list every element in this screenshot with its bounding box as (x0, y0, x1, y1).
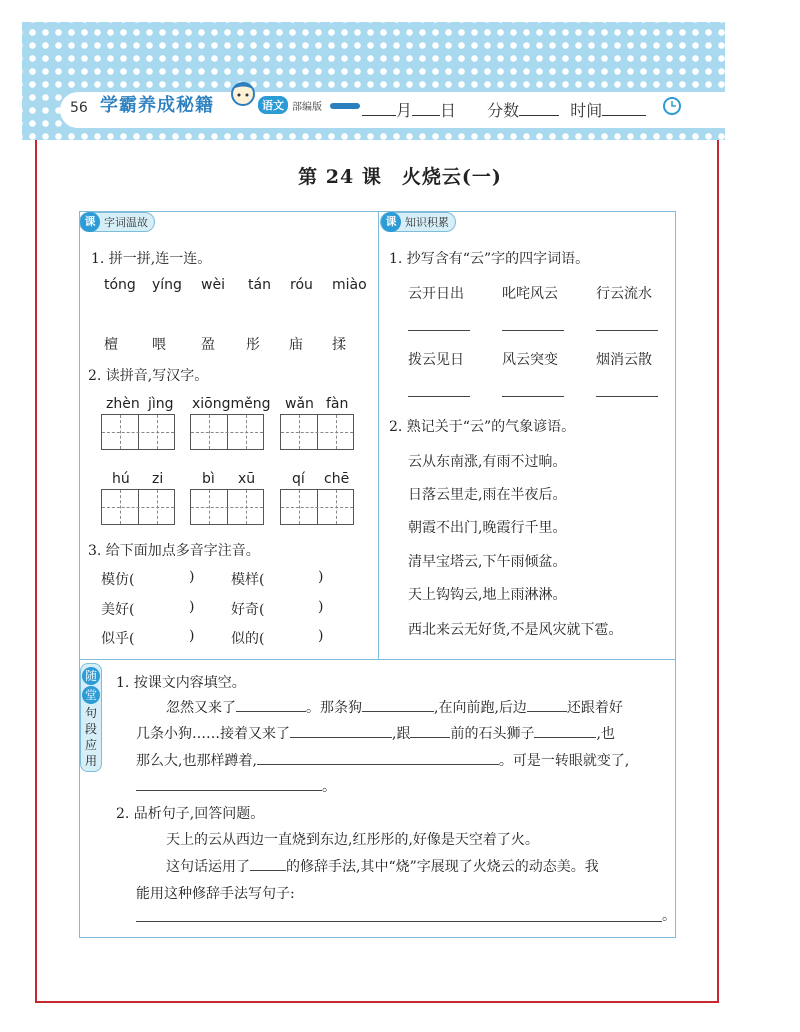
tag-char: 句 (84, 706, 97, 720)
text-segment: 。 (322, 779, 336, 795)
pinyin-label: bì (202, 471, 215, 487)
polyphone-item: 似乎( (101, 631, 135, 647)
writing-grid[interactable] (280, 414, 354, 450)
close-paren: ) (318, 628, 324, 644)
proverb: 清早宝塔云,下午雨倾盆。 (408, 554, 567, 570)
score-blank[interactable] (519, 101, 559, 116)
fill-line-3 (136, 750, 629, 770)
close-paren: ) (318, 569, 324, 585)
proverb: 日落云里走,雨在半夜后。 (408, 487, 567, 503)
pencil-icon (330, 103, 360, 109)
pinyin-item: róu (290, 277, 313, 293)
left-q2-title: 2. 读拼音,写汉字。 (88, 368, 209, 384)
idiom: 叱咤风云 (502, 286, 558, 302)
polyphone-item: 好奇( (231, 602, 265, 618)
writing-grid[interactable] (101, 489, 175, 525)
section-tag-extra (380, 212, 456, 248)
sentence-answer-line[interactable] (136, 921, 662, 922)
fill-blank[interactable] (362, 698, 434, 712)
char-item: 喂 (152, 337, 166, 353)
page-number: 56 (70, 100, 88, 116)
tag-char: 段 (84, 722, 97, 736)
tag-highlight: 课外 (381, 212, 401, 232)
q2-line-2: 能用这种修辞手法写句子: (136, 886, 295, 902)
proverb: 朝霞不出门,晚霞行千里。 (408, 520, 567, 536)
tag-rest: 知识积累 (405, 216, 449, 229)
polyphone-item: 美好( (101, 602, 135, 618)
answer-line[interactable] (408, 396, 470, 397)
period-mark: 。 (662, 908, 676, 924)
pinyin-label: zhèn (106, 396, 140, 412)
fill-blank[interactable] (236, 698, 306, 712)
tag-highlight: 课内 (80, 212, 100, 232)
char-item: 彤 (246, 337, 260, 353)
pinyin-label: qí (292, 471, 305, 487)
answer-line[interactable] (596, 330, 658, 331)
month-blank[interactable] (362, 101, 396, 116)
fill-blank[interactable] (250, 857, 286, 871)
text-segment: 还跟着好 (566, 700, 623, 716)
proverb: 天上钩钩云,地上雨淋淋。 (408, 587, 567, 603)
pinyin-item: miào (332, 277, 367, 293)
section-tag-in-class (79, 212, 155, 248)
text-segment: ,也 (596, 726, 615, 742)
text-segment: 几条小狗……接着又来了 (136, 726, 290, 742)
text-segment: ,在向前跑,后边 (434, 700, 527, 716)
char-item: 盈 (201, 337, 215, 353)
pinyin-item: yíng (152, 277, 182, 293)
mascot-icon (228, 80, 258, 112)
pinyin-label: hú (112, 471, 130, 487)
writing-grid[interactable] (280, 489, 354, 525)
pinyin-label: fàn (326, 396, 349, 412)
text-segment: 的修辞手法,其中“烧”字展现了火烧云的动态美。我 (286, 859, 599, 875)
close-paren: ) (318, 599, 324, 615)
q2-line-1 (166, 856, 599, 876)
fill-blank[interactable] (527, 698, 567, 712)
section-tag-application (80, 663, 102, 772)
polyphone-item: 似的( (231, 631, 265, 647)
time-blank[interactable] (602, 101, 646, 116)
right-q1-title: 1. 抄写含有“云”字的四字词语。 (389, 251, 590, 267)
left-q3-title: 3. 给下面加点多音字注音。 (88, 543, 260, 559)
text-segment: ,跟 (392, 726, 411, 742)
proverb: 云从东南涨,有雨不过晌。 (408, 454, 567, 470)
pinyin-label: jìng (148, 396, 174, 412)
fill-blank[interactable] (290, 724, 392, 738)
fill-blank[interactable] (136, 777, 322, 791)
writing-grid[interactable] (190, 489, 264, 525)
day-label: 日 (440, 101, 457, 120)
tag-char: 堂 (82, 686, 100, 704)
tag-char: 随 (82, 667, 100, 685)
bottom-q1-title: 1. 按课文内容填空。 (116, 675, 246, 691)
polyphone-item: 模样( (231, 572, 265, 588)
fill-line-1 (166, 697, 623, 717)
writing-grid[interactable] (101, 414, 175, 450)
date-score-row (362, 98, 646, 121)
pinyin-label: xū (238, 471, 256, 487)
answer-line[interactable] (502, 330, 564, 331)
polyphone-item: 模仿( (101, 572, 135, 588)
pinyin-item: tán (248, 277, 271, 293)
subject-badge: 语文 (258, 96, 288, 114)
writing-grid[interactable] (190, 414, 264, 450)
text-segment: 忽然又来了 (166, 700, 236, 716)
fill-blank[interactable] (534, 724, 596, 738)
text-segment: 。可是一转眼就变了, (498, 753, 630, 769)
tag-char: 应 (84, 738, 97, 752)
day-blank[interactable] (412, 101, 440, 116)
proverb: 西北来云无好货,不是风灾就下雹。 (408, 622, 623, 638)
answer-line[interactable] (408, 330, 470, 331)
text-segment: 。那条狗 (306, 700, 362, 716)
answer-line[interactable] (596, 396, 658, 397)
fill-blank[interactable] (410, 724, 450, 738)
idiom: 风云突变 (502, 352, 558, 368)
fill-line-4 (136, 776, 336, 796)
char-item: 庙 (289, 337, 303, 353)
right-q2-title: 2. 熟记关于“云”的气象谚语。 (389, 419, 576, 435)
pinyin-label: zi (152, 471, 164, 487)
idiom: 烟消云散 (596, 352, 652, 368)
quoted-sentence: 天上的云从西边一直烧到东边,红彤彤的,好像是天空着了火。 (166, 832, 539, 848)
clock-icon (662, 96, 682, 116)
tag-rest: 字词温故 (104, 216, 148, 229)
lesson-title: 第 24 课 火烧云(一) (298, 166, 502, 188)
idiom: 行云流水 (596, 286, 652, 302)
fill-line-2 (136, 723, 615, 743)
text-segment: 那么大,也那样蹲着, (136, 753, 257, 769)
brand-title: 学霸养成秘籍 (100, 95, 214, 116)
answer-line[interactable] (502, 396, 564, 397)
pinyin-label: xiōngměng (192, 396, 271, 412)
pinyin-label: wǎn (285, 396, 314, 412)
tag-char: 用 (84, 754, 97, 768)
pinyin-label: chē (324, 471, 350, 487)
month-label: 月 (396, 101, 413, 120)
close-paren: ) (189, 569, 195, 585)
text-segment: 这句话运用了 (166, 859, 250, 875)
bottom-q2-title: 2. 品析句子,回答问题。 (116, 806, 265, 822)
left-q1-title: 1. 拼一拼,连一连。 (91, 251, 212, 267)
text-segment: 前的石头狮子 (450, 726, 535, 742)
idiom: 拨云见日 (408, 352, 464, 368)
close-paren: ) (189, 628, 195, 644)
char-item: 揉 (332, 337, 346, 353)
pinyin-item: wèi (201, 277, 225, 293)
idiom: 云开日出 (408, 286, 464, 302)
char-item: 檀 (104, 337, 118, 353)
fill-blank[interactable] (257, 751, 499, 765)
close-paren: ) (189, 599, 195, 615)
score-label: 分数 (487, 101, 520, 120)
time-label: 时间 (570, 101, 603, 120)
edition-label: 部编版 (292, 102, 322, 113)
pinyin-item: tóng (104, 277, 136, 293)
